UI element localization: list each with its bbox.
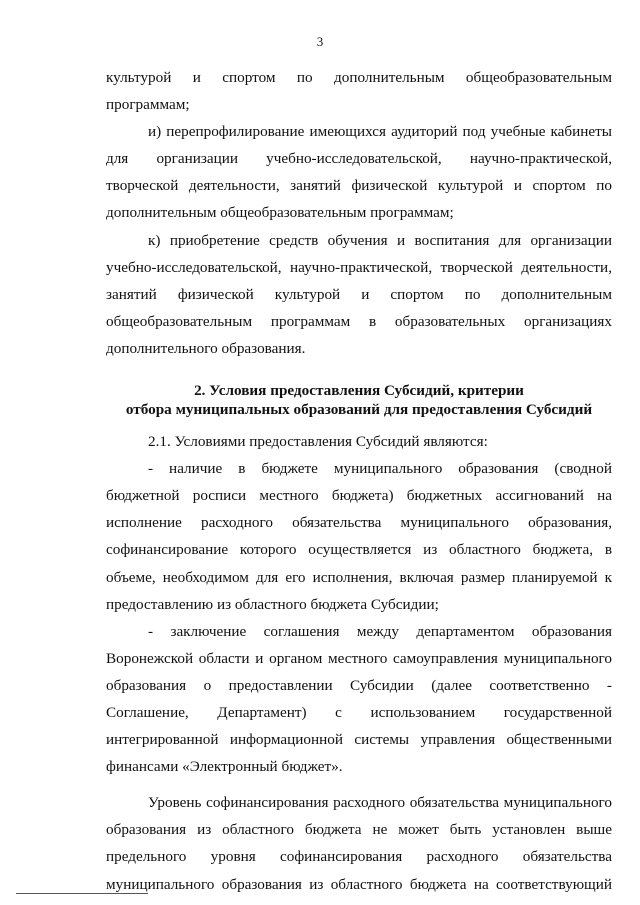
text-line: занятий физической культурой и спортом по дополнительным — [106, 285, 612, 303]
text-line: образования из областного бюджета не может быть установлен выше — [106, 821, 612, 839]
text-line: Уровень софинансирования расходного обязательства муниципального — [148, 794, 612, 812]
text-line: муниципального образования из областного бюджета на соответствующий — [106, 875, 612, 893]
text-line: объеме, необходимом для его исполнения, включая размер планируемой к — [106, 568, 612, 586]
text-line: к) приобретение средств обучения и воспитания для организации — [148, 231, 612, 249]
text-line: предельного уровня софинансирования расходного обязательства — [106, 848, 612, 866]
text-line: образования о предоставлении Субсидии (далее соответственно - — [106, 676, 612, 694]
text-line: программам; — [106, 96, 190, 114]
paragraph-item-k — [106, 227, 612, 362]
paragraph-2-1 — [106, 428, 612, 455]
section-heading — [106, 381, 612, 419]
section-heading-line: 2. Условия предоставления Субсидий, критерии — [194, 382, 524, 400]
text-line: - наличие в бюджете муниципального образования (сводной — [148, 460, 612, 478]
text-line: творческой деятельности, занятий физической культурой и спортом по — [106, 177, 612, 195]
text-line: исполнение расходного обязательства муниципального образования, — [106, 514, 612, 532]
text-line: финансами «Электронный бюджет». — [106, 758, 343, 776]
paragraph-agreement-condition — [106, 618, 612, 781]
paragraph-cofinancing-level — [106, 789, 612, 897]
text-line: Соглашение, Департамент) с использованием государственной — [106, 703, 612, 721]
text-line: Воронежской области и органом местного самоуправления муниципального — [106, 649, 612, 667]
text-line: и) перепрофилирование имеющихся аудиторий под учебные кабинеты — [148, 123, 612, 141]
text-line: интегрированной информационной системы управления общественными — [106, 731, 612, 749]
document-body — [106, 64, 612, 898]
text-line: культурой и спортом по дополнительным общеобразовательным — [106, 69, 612, 86]
page-number: 3 — [316, 34, 324, 49]
paragraph-spacer — [106, 780, 612, 789]
text-line: общеобразовательным программам в образовательных организациях — [106, 312, 612, 330]
text-line: дополнительным общеобразовательным программам; — [106, 204, 454, 222]
text-line: - заключение соглашения между департаментом образования — [148, 622, 612, 640]
text-line: бюджетной росписи местного бюджета) бюджетных ассигнований на — [106, 487, 612, 505]
section-heading-line: отбора муниципальных образований для предоставления Субсидий — [125, 401, 593, 419]
text-line: для организации учебно-исследовательской, научно-практической, — [106, 150, 612, 168]
text-line: предоставлению из областного бюджета Субсидии; — [106, 595, 439, 613]
text-line: дополнительного образования. — [106, 339, 306, 357]
paragraph-sport-programs-end — [106, 64, 612, 118]
text-line: учебно-исследовательской, научно-практической, творческой деятельности, — [106, 258, 612, 276]
paragraph-budget-condition — [106, 455, 612, 618]
paragraph-item-i — [106, 118, 612, 226]
footnote-divider — [16, 893, 148, 894]
text-line: софинансирование которого осуществляется из областного бюджета, в — [106, 541, 612, 559]
text-line: 2.1. Условиями предоставления Субсидий являются: — [148, 433, 488, 451]
